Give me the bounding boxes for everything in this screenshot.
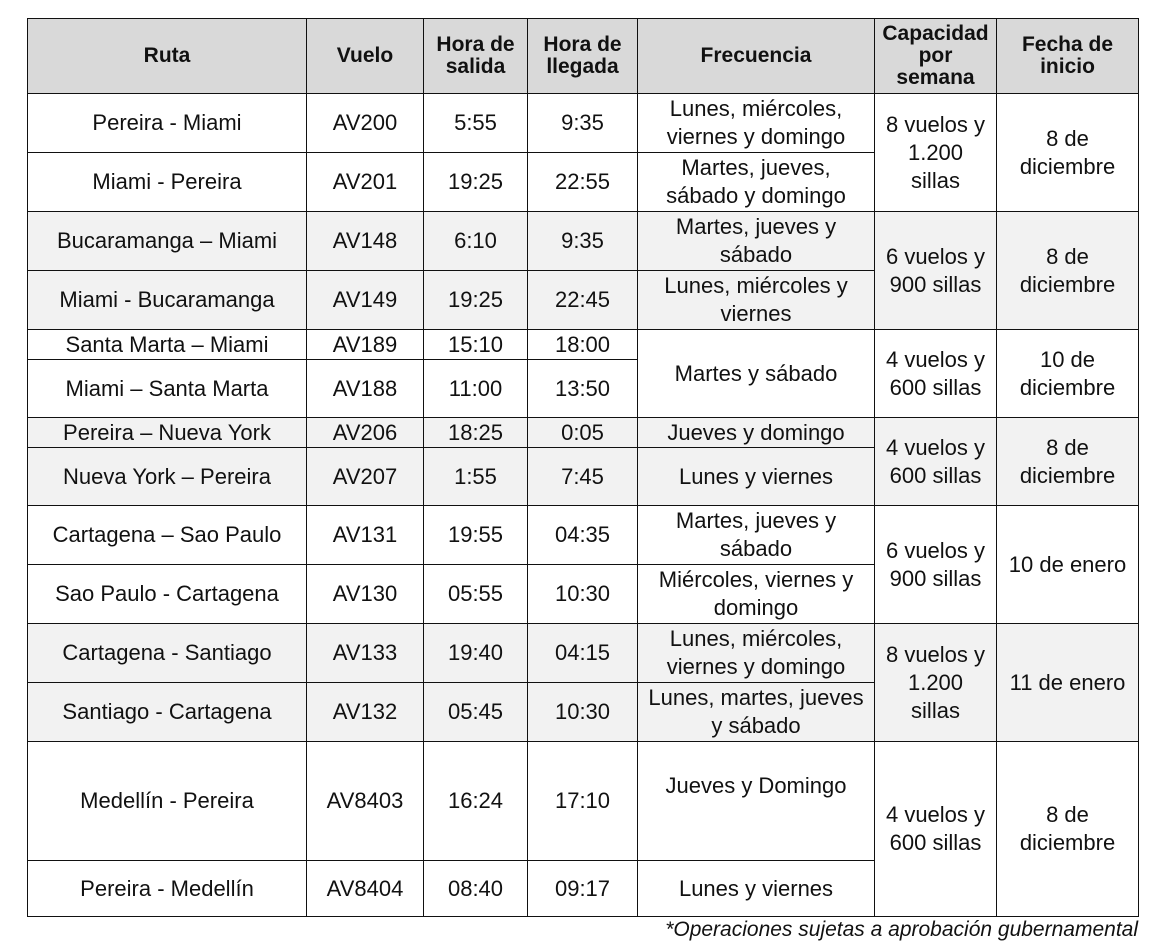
arrival-cell: 18:00 [528, 330, 638, 360]
capacity-cell: 4 vuelos y 600 sillas [875, 742, 997, 917]
departure-cell: 18:25 [424, 418, 528, 448]
frequency-cell: Martes y sábado [638, 330, 875, 418]
arrival-cell: 22:55 [528, 153, 638, 212]
flight-number-cell: AV130 [307, 565, 424, 624]
route-cell: Cartagena – Sao Paulo [28, 506, 307, 565]
start-date-cell: 10 de diciembre [997, 330, 1139, 418]
header-frecuencia: Frecuencia [638, 19, 875, 94]
arrival-cell: 10:30 [528, 565, 638, 624]
route-cell: Pereira – Nueva York [28, 418, 307, 448]
route-cell: Miami - Bucaramanga [28, 271, 307, 330]
route-cell: Medellín - Pereira [28, 742, 307, 861]
start-date-cell: 11 de enero [997, 624, 1139, 742]
flight-number-cell: AV189 [307, 330, 424, 360]
departure-cell: 15:10 [424, 330, 528, 360]
table-row [28, 330, 1139, 360]
frequency-cell: Jueves y domingo [638, 418, 875, 448]
flight-number-cell: AV201 [307, 153, 424, 212]
header-row [28, 19, 1139, 94]
arrival-cell: 9:35 [528, 94, 638, 153]
frequency-cell: Lunes, miércoles y viernes [638, 271, 875, 330]
arrival-cell: 0:05 [528, 418, 638, 448]
frequency-cell: Lunes y viernes [638, 861, 875, 917]
departure-cell: 19:40 [424, 624, 528, 683]
flight-number-cell: AV200 [307, 94, 424, 153]
flight-number-cell: AV207 [307, 448, 424, 506]
route-cell: Miami – Santa Marta [28, 360, 307, 418]
route-cell: Pereira - Miami [28, 94, 307, 153]
header-fecha-inicio: Fecha de inicio [997, 19, 1139, 94]
footnote: *Operaciones sujetas a aprobación gubernamental [665, 918, 1138, 941]
flight-number-cell: AV8403 [307, 742, 424, 861]
start-date-cell: 10 de enero [997, 506, 1139, 624]
route-cell: Bucaramanga – Miami [28, 212, 307, 271]
departure-cell: 16:24 [424, 742, 528, 861]
departure-cell: 11:00 [424, 360, 528, 418]
departure-cell: 1:55 [424, 448, 528, 506]
route-cell: Santa Marta – Miami [28, 330, 307, 360]
departure-cell: 05:55 [424, 565, 528, 624]
frequency-cell: Jueves y Domingo [638, 742, 875, 861]
table-row [28, 506, 1139, 565]
flight-number-cell: AV8404 [307, 861, 424, 917]
table-row [28, 418, 1139, 448]
route-cell: Nueva York – Pereira [28, 448, 307, 506]
capacity-cell: 8 vuelos y 1.200 sillas [875, 624, 997, 742]
flight-number-cell: AV132 [307, 683, 424, 742]
departure-cell: 19:25 [424, 153, 528, 212]
departure-cell: 05:45 [424, 683, 528, 742]
arrival-cell: 22:45 [528, 271, 638, 330]
departure-cell: 19:25 [424, 271, 528, 330]
capacity-cell: 4 vuelos y 600 sillas [875, 330, 997, 418]
route-cell: Sao Paulo - Cartagena [28, 565, 307, 624]
table-row [28, 212, 1139, 271]
arrival-cell: 13:50 [528, 360, 638, 418]
frequency-cell: Miércoles, viernes y domingo [638, 565, 875, 624]
frequency-cell: Lunes, miércoles, viernes y domingo [638, 624, 875, 683]
arrival-cell: 17:10 [528, 742, 638, 861]
frequency-cell: Lunes, miércoles, viernes y domingo [638, 94, 875, 153]
route-cell: Cartagena - Santiago [28, 624, 307, 683]
flight-number-cell: AV148 [307, 212, 424, 271]
departure-cell: 6:10 [424, 212, 528, 271]
frequency-cell: Martes, jueves y sábado [638, 212, 875, 271]
header-capacidad: Capacidad por semana [875, 19, 997, 94]
capacity-cell: 8 vuelos y 1.200 sillas [875, 94, 997, 212]
header-hora-salida: Hora de salida [424, 19, 528, 94]
arrival-cell: 9:35 [528, 212, 638, 271]
frequency-cell: Lunes, martes, jueves y sábado [638, 683, 875, 742]
route-cell: Santiago - Cartagena [28, 683, 307, 742]
header-ruta: Ruta [28, 19, 307, 94]
flights-table [27, 18, 1139, 917]
departure-cell: 08:40 [424, 861, 528, 917]
flight-number-cell: AV188 [307, 360, 424, 418]
flight-number-cell: AV131 [307, 506, 424, 565]
frequency-cell: Martes, jueves y sábado [638, 506, 875, 565]
start-date-cell: 8 de diciembre [997, 418, 1139, 506]
start-date-cell: 8 de diciembre [997, 94, 1139, 212]
capacity-cell: 6 vuelos y 900 sillas [875, 506, 997, 624]
table-row [28, 624, 1139, 683]
flight-number-cell: AV206 [307, 418, 424, 448]
table-row [28, 742, 1139, 861]
header-vuelo: Vuelo [307, 19, 424, 94]
frequency-cell: Martes, jueves, sábado y domingo [638, 153, 875, 212]
arrival-cell: 04:35 [528, 506, 638, 565]
arrival-cell: 09:17 [528, 861, 638, 917]
header-hora-llegada: Hora de llegada [528, 19, 638, 94]
arrival-cell: 7:45 [528, 448, 638, 506]
table-row [28, 94, 1139, 153]
capacity-cell: 4 vuelos y 600 sillas [875, 418, 997, 506]
capacity-cell: 6 vuelos y 900 sillas [875, 212, 997, 330]
departure-cell: 19:55 [424, 506, 528, 565]
route-cell: Miami - Pereira [28, 153, 307, 212]
route-cell: Pereira - Medellín [28, 861, 307, 917]
arrival-cell: 04:15 [528, 624, 638, 683]
flight-number-cell: AV133 [307, 624, 424, 683]
departure-cell: 5:55 [424, 94, 528, 153]
start-date-cell: 8 de diciembre [997, 212, 1139, 330]
start-date-cell: 8 de diciembre [997, 742, 1139, 917]
frequency-cell: Lunes y viernes [638, 448, 875, 506]
arrival-cell: 10:30 [528, 683, 638, 742]
flight-number-cell: AV149 [307, 271, 424, 330]
